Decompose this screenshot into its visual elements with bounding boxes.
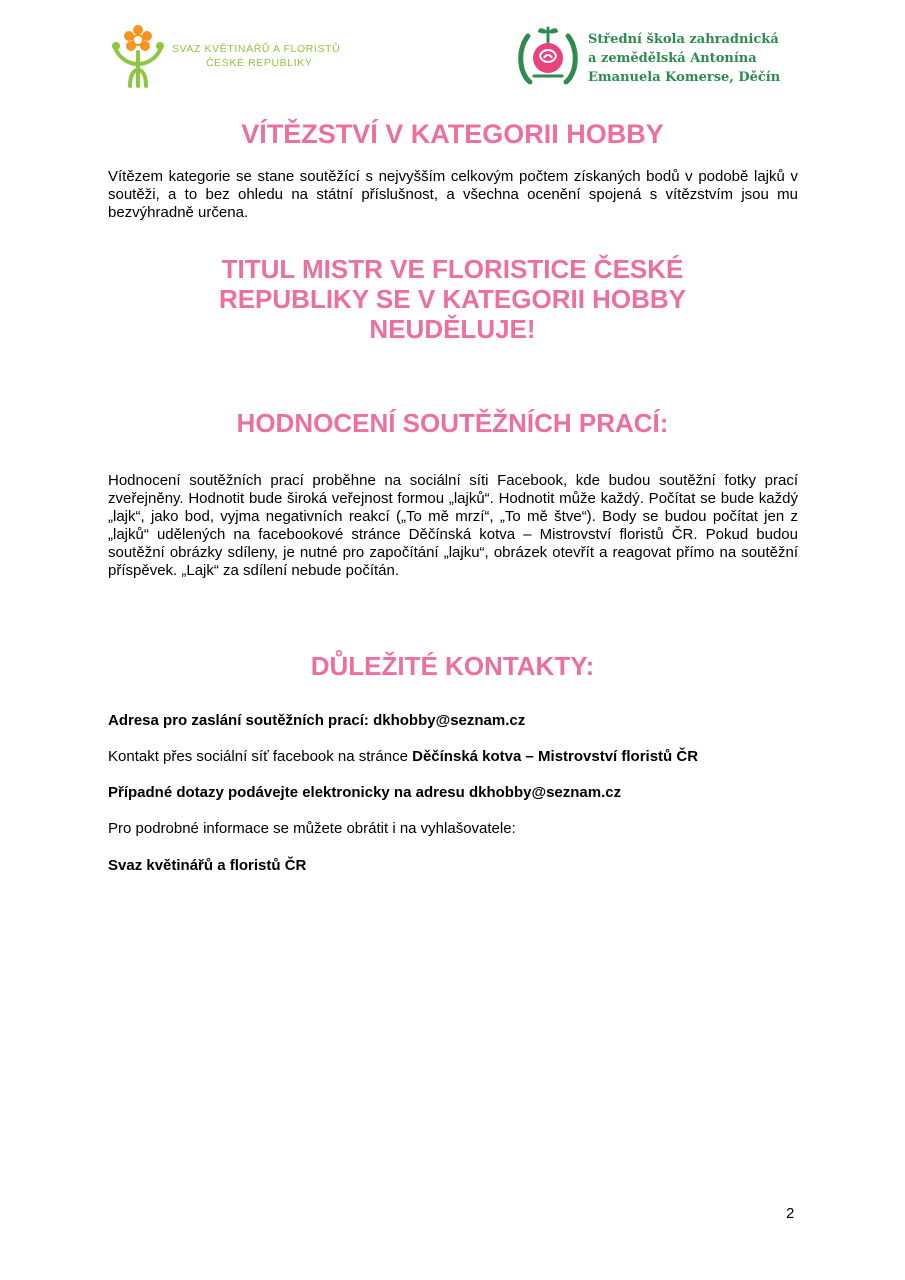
- flower-figure-icon: [108, 24, 168, 90]
- victory-paragraph: Vítězem kategorie se stane soutěžící s nejvyšším celkovým počtem získaných bodů v podobě lajků v soutěži, a to bez ohledu na státní příslušnost, a všechna ocenění spojená s vítězstvím jsou mu bezvýhradně určena.: [108, 168, 798, 221]
- school-logo-line2: a zemědělská Antonína: [588, 51, 757, 66]
- title-notice-heading: [100, 254, 805, 344]
- school-logo-line3: Emanuela Komerse, Děčín: [588, 70, 781, 85]
- rose-horseshoe-icon: [516, 20, 580, 90]
- questions-contact: Případné dotazy podávejte elektronicky na adresu dkhobby@seznam.cz: [108, 784, 622, 801]
- title-notice-line2: REPUBLIKY SE V KATEGORII HOBBY: [218, 284, 687, 314]
- school-logo-line1: Střední škola zahradnická: [588, 32, 779, 47]
- florist-union-logo-line1: SVAZ KVĚTINÁŘŮ A FLORISTŮ: [172, 43, 341, 55]
- facebook-contact: [108, 748, 698, 766]
- evaluation-heading: HODNOCENÍ SOUTĚŽNÍCH PRACÍ:: [236, 408, 669, 438]
- page-number: 2: [786, 1205, 795, 1222]
- contacts-heading: DŮLEŽITÉ KONTAKTY:: [310, 651, 595, 681]
- facebook-contact-prefix: Kontakt přes sociální síť facebook na stránce: [108, 748, 413, 765]
- title-notice-line3: NEUDĚLUJE!: [369, 314, 536, 344]
- facebook-page-name: Děčínská kotva – Mistrovství floristů ČR: [412, 748, 699, 765]
- evaluation-paragraph: Hodnocení soutěžních prací proběhne na sociální síti Facebook, kde budou soutěžní fotky prací zveřejněny. Hodnotit bude široká veřejnost formou „lajků“. Hodnotit může každý. Počítat se bude každý „lajk“, jako bod, vyjma negativních reakcí („To mě mrzí“, „To mě štve“). Body se budou počítat jen z „lajků“ udělených na facebookové stránce Děčínská kotva – Mistrovství floristů ČR. Pokud budou soutěžní obrázky sdíleny, je nutné pro započítání „lajku“, obrázek otevřít a reagovat přímo na soutěžní příspěvek. „Lajk“ za sdílení nebude počítán.: [108, 472, 798, 579]
- title-notice-line1: TITUL MISTR VE FLORISTICE ČESKÉ: [221, 254, 684, 284]
- victory-heading: VÍTĚZSTVÍ V KATEGORII HOBBY: [241, 119, 664, 149]
- florist-union-logo: [108, 24, 358, 90]
- florist-union-logo-line2: ČESKÉ REPUBLIKY: [206, 57, 313, 69]
- info-line: Pro podrobné informace se můžete obrátit i na vyhlašovatele:: [108, 820, 516, 837]
- florist-union-logo-text: [172, 42, 362, 70]
- submission-address: Adresa pro zaslání soutěžních prací: dkhobby@seznam.cz: [108, 712, 526, 729]
- page-header: [0, 0, 905, 100]
- organizer-name: Svaz květinářů a floristů ČR: [108, 857, 307, 874]
- school-logo: [516, 20, 806, 90]
- school-logo-text: [588, 30, 808, 87]
